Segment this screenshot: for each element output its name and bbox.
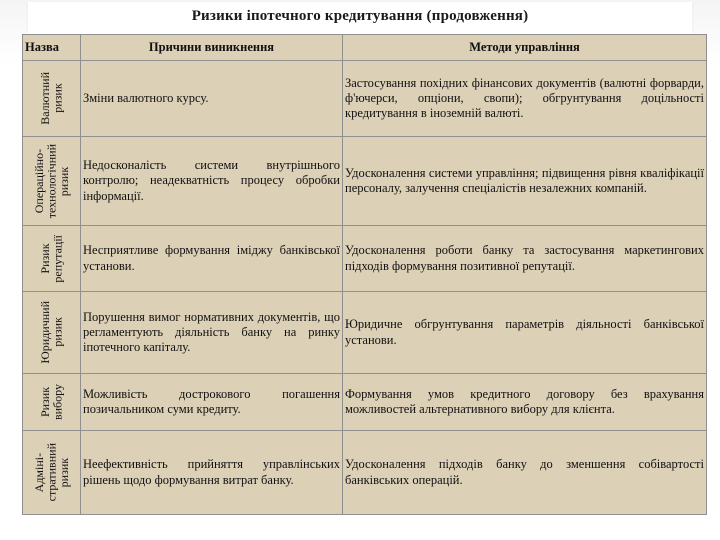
risk-method: Застосування похідних фінансових документів (валютні форварди, ф'ючерси, опціони, свопи); обгрунтування доцільності кредитування в іноземній валюті.	[343, 61, 707, 137]
risk-name-cell	[23, 137, 81, 226]
risk-method: Юридичне обгрунтування параметрів діяльності банківської установи.	[343, 292, 707, 374]
risk-table	[22, 34, 707, 515]
risk-name: Ризик вибору	[37, 383, 65, 421]
table-row	[23, 137, 707, 226]
risk-cause: Можливість дострокового погашення позичальником суми кредиту.	[81, 374, 343, 431]
risk-name: Операційно- технологічний ризик	[31, 143, 71, 219]
risk-name-cell	[23, 374, 81, 431]
risk-name: Юридичний ризик	[37, 301, 65, 364]
risk-method: Формування умов кредитного договору без врахування можливостей альтернативного вибору для клієнта.	[343, 374, 707, 431]
risk-name-cell	[23, 292, 81, 374]
page-title: Ризики іпотечного кредитування (продовження)	[191, 8, 529, 24]
risk-cause: Неефективність прийняття управлінських рішень щодо формування витрат банку.	[81, 431, 343, 515]
risk-name-cell	[23, 431, 81, 515]
header-methods: Методи управління	[343, 35, 707, 61]
table-row	[23, 431, 707, 515]
table-row	[23, 226, 707, 292]
risk-cause: Порушення вимог нормативних документів, що регламентують діяльність банку на ринку іпотечного капіталу.	[81, 292, 343, 374]
risk-method: Удосконалення підходів банку до зменшення собівартості банківських операцій.	[343, 431, 707, 515]
table-header-row	[23, 35, 707, 61]
risk-name: Ризик репутації	[37, 234, 65, 283]
table-row	[23, 374, 707, 431]
table-row	[23, 292, 707, 374]
header-causes: Причини виникнення	[81, 35, 343, 61]
risk-name: Валютний ризик	[37, 72, 65, 125]
risk-name: Адміні- стративний ризик	[31, 443, 71, 502]
risk-name-cell	[23, 61, 81, 137]
risk-cause: Зміни валютного курсу.	[81, 61, 343, 137]
risk-method: Удосконалення системи управління; підвищення рівня кваліфікації персоналу, залучення спеціалістів незалежних компаній.	[343, 137, 707, 226]
table-row	[23, 61, 707, 137]
risk-method: Удосконалення роботи банку та застосування маркетингових підходів формування позитивної репутації.	[343, 226, 707, 292]
risk-cause: Недосконалість системи внутрішнього контролю; неадекватність процесу обробки інформації.	[81, 137, 343, 226]
risk-name-cell	[23, 226, 81, 292]
risk-cause: Несприятливе формування іміджу банківської установи.	[81, 226, 343, 292]
header-name: Назва	[23, 35, 81, 61]
